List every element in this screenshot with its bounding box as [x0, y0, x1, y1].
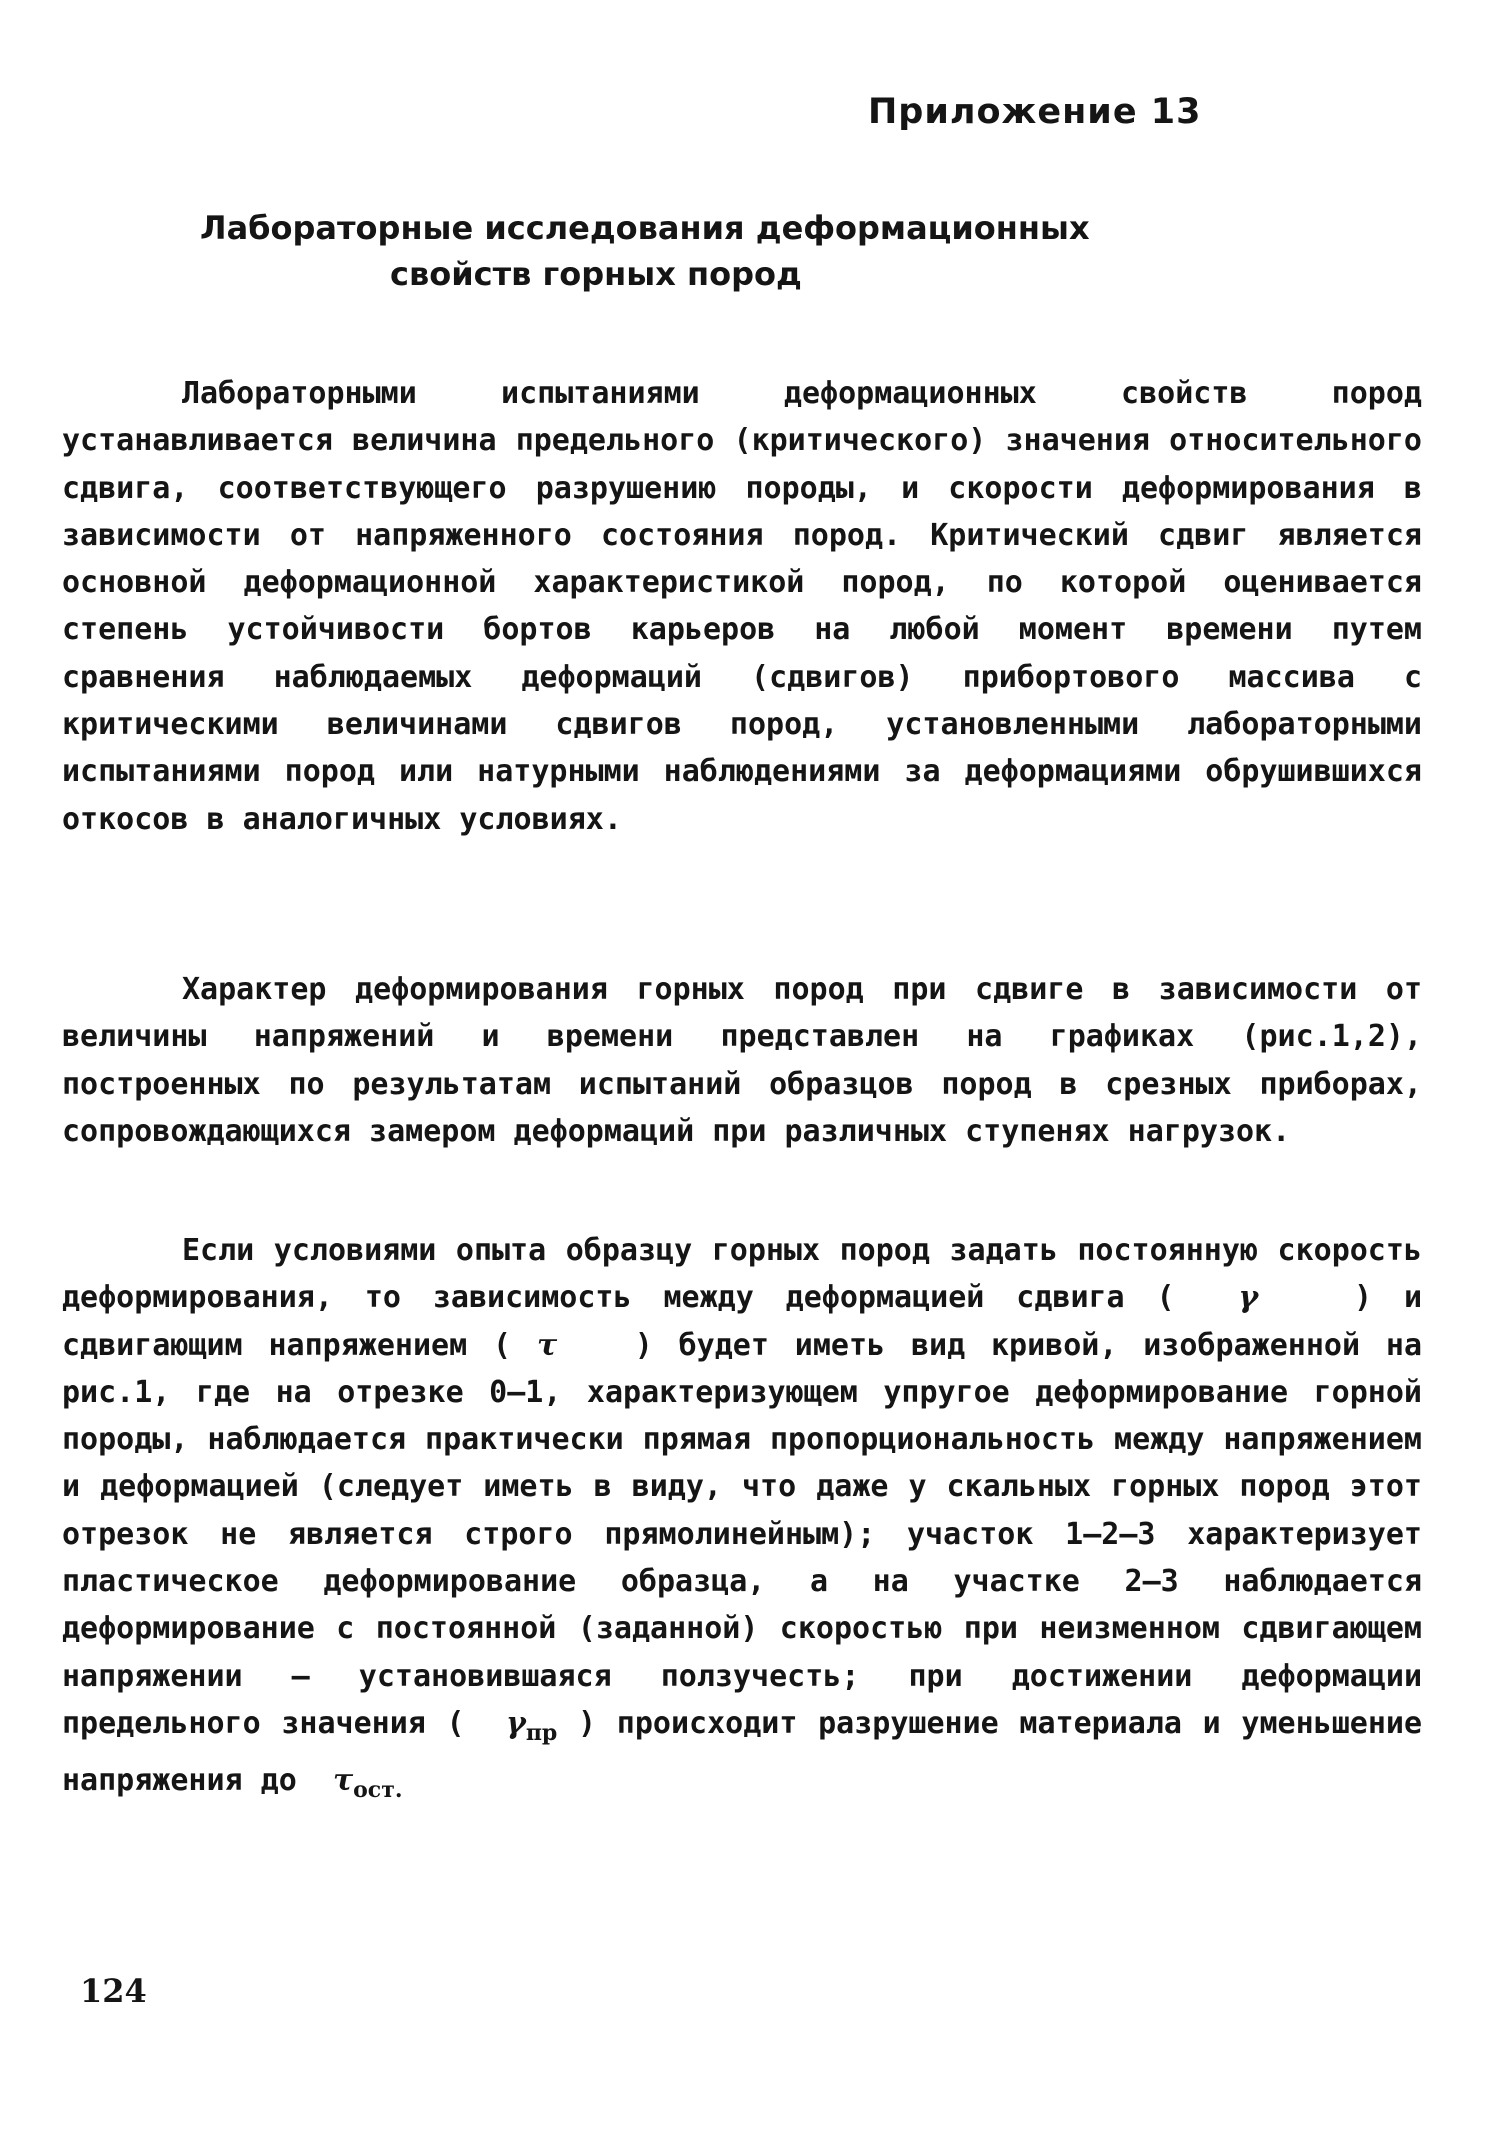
title-line-1: Лабораторные исследования деформационных — [200, 209, 1090, 247]
paragraph-2: Характер деформирования горных пород при сдвиге в зависимости от величины напряжений и времени представлен на графиках (рис.1,2), построенных по результатам испытаний образцов пород в срезных приборах, сопровождающихся замером деформаций при различных ступенях нагрузок. — [62, 972, 1422, 1149]
paragraph-3-part-3: ) будет иметь вид кривой, изображенной на рис.1, где на отрезке 0–1, характеризующем упругое деформирование горной породы, наблюдается практически прямая пропорциональность между напряжением и деформацией (следует иметь в виду, что даже у скальных горных пород этот отрезок не является строго прямолинейным); участок 1–2–3 характеризует пластическое деформирование образца, а на участке 2–3 наблюдается деформирование с постоянной (заданной) скоростью при неизменном сдвигающем напряжении – установившаяся ползучесть; при достижении деформации предельного значения ( — [62, 1327, 1422, 1741]
paragraph-3-part-1: Если условиями опыта образцу горных пород задать постоянную скорость деформирования, то зависимость между деформацией сдвига ( — [62, 1233, 1422, 1316]
tau-ost-symbol — [332, 1763, 403, 1804]
page-number: 124 — [80, 1972, 147, 2010]
title-line-2: свойств горных пород — [390, 255, 802, 293]
appendix-label: Приложение 13 — [868, 92, 1202, 132]
gamma-symbol: γ — [1238, 1280, 1259, 1316]
gamma-pr-base: γ — [506, 1705, 526, 1741]
gamma-pr-symbol — [506, 1705, 558, 1746]
tau-ost-subscript: ост. — [353, 1777, 403, 1804]
paragraph-1: Лабораторными испытаниями деформационных свойств пород устанавливается величина предельного (критического) значения относительного сдвига, соответствующего разрушению породы, и скорости деформирования в зависимости от напряженного состояния пород. Критический сдвиг является основной деформационной характеристикой пород, по которой оценивается степень устойчивости бортов карьеров на любой момент времени путем сравнения наблюдаемых деформаций (сдвигов) прибортового массива с критическими величинами сдвигов пород, установленными лабораторными испытаниями пород или натурными наблюдениями за деформациями обрушившихся откосов в аналогичных условиях. — [62, 376, 1422, 837]
paragraph-3 — [62, 1227, 1422, 1815]
tau-symbol: τ — [536, 1327, 558, 1363]
paragraph-3-part-4: ) происходит разрушение материала и уменьшение напряжения до — [62, 1705, 1423, 1799]
tau-ost-base: τ — [332, 1763, 354, 1799]
gamma-pr-subscript: пр — [525, 1719, 558, 1746]
paragraph-3-part-2: ) и сдвигающим напряжением ( — [62, 1280, 1423, 1363]
page-title — [200, 205, 1090, 297]
